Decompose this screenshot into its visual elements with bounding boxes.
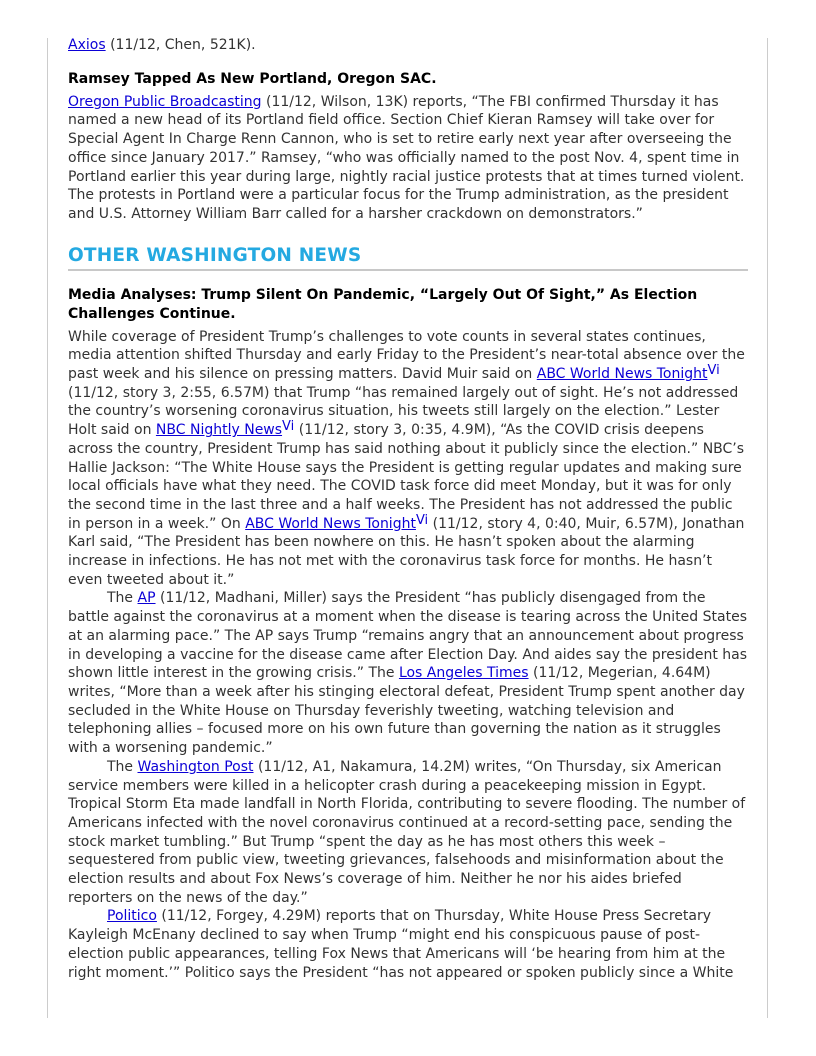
p3-text-b: (11/12, A1, Nakamura, 14.2M) writes, “On Thursday, six American service members were killed in a helicopter crash during a peacekeeping mission in Egypt. Tropical Storm Eta made landfall in North Florida, contributing to severe flooding. The number of Americans infected with the novel coronavirus continued at a record-setting pace, sending the stock market tumbling.” But Trump “spent the day as he has most others this week – sequestered from public view, tweeting grievances, falsehoods and misinformation about the election results and about Fox News’s coverage of him. Neither he nor his aides briefed reporters on the news of the day.” <box>68 758 746 906</box>
p1-text-d: (11/12, story 4, 0:40, Muir, 6.57M), Jonathan Karl said, “The President has been nowhere on this. He hasn’t spoken about the alarming increase in infections. He has not met with the coronavirus task force for months. He hasn’t even tweeted about it.” <box>68 515 745 588</box>
video-icon[interactable]: Vi <box>282 419 295 435</box>
story-trump-silent-paragraph-4 <box>68 907 748 982</box>
story-ramsey-body <box>68 93 748 224</box>
story-ramsey-text: (11/12, Wilson, 13K) reports, “The FBI confirmed Thursday it has named a new head of its Portland field office. Section Chief Kieran Ramsey will take over for Special Agent In Charge Renn Cannon, who is set to retire early next year after overseeing the office since January 2017.” Ramsey, “who was officially named to the post Nov. 4, spent time in Portland earlier this year during large, nightly racial justice protests that at times turned violent. The protests in Portland were a particular focus for the Trump administration, as the president and U.S. Attorney William Barr called for a harsher crackdown on demonstrators.” <box>68 93 745 222</box>
section-heading-other-washington-news: OTHER WASHINGTON NEWS <box>68 244 748 271</box>
video-icon[interactable]: Vi <box>707 363 720 379</box>
p3-text-a: The <box>107 758 138 775</box>
axios-link[interactable]: Axios <box>68 37 106 53</box>
p4-text-b: (11/12, Forgey, 4.29M) reports that on Thursday, White House Press Secretary Kayleigh McEnany declined to say when Trump “might end his conspicuous pause of post-election public appearances, telling Fox News that Americans will ‘be hearing from him at the right moment.’” Politico says the President “has not appeared or spoken publicly since a White <box>68 908 734 981</box>
p1-text-a: While coverage of President Trump’s challenges to vote counts in several states continues, media attention shifted Thursday and early Friday to the President’s near-total absence over the past week and his silence on pressing matters. David Muir said on <box>68 328 745 383</box>
page-border-left <box>47 38 48 1018</box>
story-trump-silent-paragraph-3 <box>68 758 748 908</box>
top-fragment-citation: (11/12, Chen, 521K). <box>105 37 256 53</box>
top-fragment <box>68 36 748 55</box>
nbc-nightly-news-link[interactable]: NBC Nightly News <box>155 422 283 439</box>
abc-world-news-link-1[interactable]: ABC World News Tonight <box>536 366 708 383</box>
story-trump-silent-paragraph-1 <box>68 328 748 590</box>
p1-text-b: (11/12, story 3, 2:55, 6.57M) that Trump “has remained largely out of sight. He’s not addressed the country’s worsening coronavirus situation, his tweets still largely on the election.” Lester Holt said on <box>68 384 739 439</box>
newsletter-body <box>68 36 748 982</box>
p2-text-b: (11/12, Madhani, Miller) says the President “has publicly disengaged from the battle against the coronavirus at a moment when the disease is tearing across the United States at an alarming pace.” The AP says Trump “remains angry that an announcement about progress in developing a vaccine for the disease came after Election Day. And aides say the president has shown little interest in the growing crisis.” The <box>68 590 748 682</box>
los-angeles-times-link[interactable]: Los Angeles Times <box>398 665 529 682</box>
p1-text-c: (11/12, story 3, 0:35, 4.9M), “As the COVID crisis deepens across the country, President Trump has said nothing about it publicly since the election.” NBC’s Hallie Jackson: “The White House says the President is getting regular updates and making sure local officials have what they need. The COVID task force did meet Monday, but it was for only the second time in the last three and a half weeks. The President has not addressed the public in person in a week.” On <box>68 422 745 532</box>
story-trump-silent-paragraph-2 <box>68 589 748 757</box>
politico-link[interactable]: Politico <box>107 908 157 925</box>
ap-link[interactable]: AP <box>137 590 156 607</box>
story-trump-silent-title: Media Analyses: Trump Silent On Pandemic, “Largely Out Of Sight,” As Election Challenges Continue. <box>68 286 698 322</box>
opb-link[interactable]: Oregon Public Broadcasting <box>68 93 262 110</box>
video-icon[interactable]: Vi <box>415 512 429 528</box>
page-border-right <box>767 38 768 1018</box>
abc-world-news-link-2[interactable]: ABC World News Tonight <box>245 515 416 532</box>
p2-text-a: The <box>107 590 138 607</box>
p2-text-c: (11/12, Megerian, 4.64M) writes, “More than a week after his stinging electoral defeat, President Trump spent another day secluded in the White House on Thursday feverishly tweeting, watching television and telephoning allies – focused more on his own future than governing the nation as it struggles with a worsening pandemic.” <box>68 665 745 757</box>
story-ramsey-title: Ramsey Tapped As New Portland, Oregon SAC. <box>68 70 437 87</box>
washington-post-link[interactable]: Washington Post <box>137 758 254 775</box>
